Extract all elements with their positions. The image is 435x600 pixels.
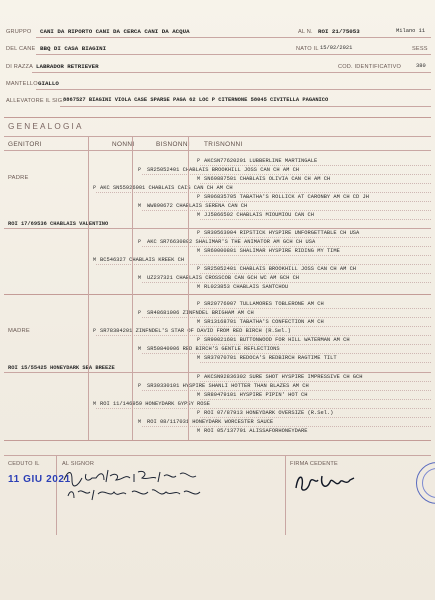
- genealogia-title: GENEALOGIA: [8, 122, 84, 131]
- genealogia-top-rule: [4, 117, 431, 118]
- bis-madre-pp: SR48681006 ZINFNDEL BRIGHAM AM CH: [147, 310, 254, 316]
- row-rule: [200, 201, 431, 202]
- tris-madre-6: SR80479101 HYSPIRE PIPIN' HOT CH: [204, 392, 308, 398]
- birth-date-value: 15/02/2021: [320, 45, 353, 51]
- allevatore-label: ALLEVATORE IL SIG.: [6, 98, 65, 104]
- row-rule: [96, 335, 431, 336]
- sex-marker-p: P: [197, 410, 201, 416]
- nonno-padre-m: BC546327 CHABLAIS KREEK CH: [100, 257, 185, 263]
- tris-padre-7: SR25052401 CHABLAIS BROOKHILL JOSS CAN CH AM CH: [204, 266, 357, 272]
- sex-marker-m: M: [93, 257, 97, 263]
- sex-marker-m: M: [197, 355, 201, 361]
- firma-label: FIRMA CEDENTE: [290, 461, 338, 467]
- sex-marker-p: P: [197, 158, 201, 164]
- row-rule: [200, 255, 431, 256]
- sex-marker-p: P: [138, 239, 142, 245]
- mantello-label: MANTELLO: [6, 81, 38, 87]
- col-sep-1: [88, 136, 89, 440]
- footer-sep-1: [56, 455, 57, 535]
- gruppo-rule: [36, 37, 431, 38]
- genealogia-bottom-rule: [4, 440, 431, 441]
- sex-marker-p: P: [138, 167, 142, 173]
- sex-marker-m: M: [138, 275, 142, 281]
- row-rule: [142, 174, 431, 175]
- row-rule: [200, 326, 431, 327]
- tris-padre-4: JJ5866502 CHABLAIS MIOUMIOU CAN CH: [204, 212, 314, 218]
- bis-padre-pp: SR25052401 CHABLAIS BROOKHILL JOSS CAN CH AM CH: [147, 167, 300, 173]
- tris-padre-3: SR06835705 TABATHA'S ROLLICK AT CARONBY AM CH CD JH: [204, 194, 369, 200]
- seller-signature: [292, 470, 362, 496]
- row-rule: [200, 362, 431, 363]
- bis-padre-mm: UZ237321 CHABLAIS CROSSCOB CAN GCH WC AM GCH CH: [147, 275, 300, 281]
- sex-marker-p: P: [138, 383, 142, 389]
- buyer-handwriting: [60, 466, 230, 506]
- sex-marker-p: P: [93, 185, 97, 191]
- sex-marker-p: P: [197, 337, 201, 343]
- col-sep-2: [132, 136, 133, 440]
- sex-marker-p: P: [197, 374, 201, 380]
- footer-top-rule: [4, 455, 431, 456]
- row-rule: [200, 381, 431, 382]
- colhead-rule: [4, 150, 431, 151]
- bis-padre-mp: AKC SR76630802 SHALIMAR'S THE ANIMATOR AM GCH CH USA: [147, 239, 316, 245]
- col-genitori: GENITORI: [8, 141, 42, 148]
- del-cane-label: DEL CANE: [6, 46, 36, 52]
- nonno-madre-p: SR78384201 ZINFNDEL'S STAR OF DAVID FROM RED BIRCH (R.Sel.): [100, 328, 291, 334]
- madre-name: ROI 15/55425 HONEYDARK SEA BREEZE: [8, 365, 115, 371]
- tris-padre-5: SR30563004 RIPSTICK HYSPIRE UNFORGETTABLE CH USA: [204, 230, 360, 236]
- sex-marker-p: P: [197, 194, 201, 200]
- madre-label: MADRE: [8, 328, 30, 334]
- padre-label: PADRE: [8, 175, 29, 181]
- sex-marker-p: P: [93, 328, 97, 334]
- tris-madre-7: ROI 07/87913 HONEYDARK OVERSIZE (R.Sel.): [204, 410, 334, 416]
- row-rule: [142, 353, 431, 354]
- col-nonni: NONNI: [112, 141, 135, 148]
- row-rule: [96, 264, 431, 265]
- row-rule: [96, 192, 431, 193]
- col-trisnonni: TRISNONNI: [204, 141, 243, 148]
- padre-name: ROI 17/69536 CHABLAIS VALENTINO: [8, 221, 109, 227]
- sex-marker-m: M: [197, 176, 201, 182]
- row-rule: [200, 237, 431, 238]
- sex-marker-m: M: [93, 401, 97, 407]
- coat-value: GIALLO: [38, 80, 59, 87]
- tris-madre-1: SR20776907 TULLAMORES TOBLERONE AM CH: [204, 301, 324, 307]
- row-rule: [200, 165, 431, 166]
- genealogia-under-rule: [4, 136, 431, 137]
- tris-padre-1: AKCSN77620201 LUBBERLINE MARTINGALE: [204, 158, 318, 164]
- row-rule: [142, 317, 431, 318]
- tris-madre-2: SR13168701 TABATHA'S CONFECTION AM CH: [204, 319, 324, 325]
- sex-marker-m: M: [197, 319, 201, 325]
- col-bisnonni: BISNONNI: [156, 141, 191, 148]
- razza-label: DI RAZZA: [6, 64, 34, 70]
- tris-padre-2: SN69887501 CHABLAIS OLIVIA CAN CH AM CH: [204, 176, 331, 182]
- row-rule: [200, 273, 431, 274]
- bis-madre-mm: ROI 08/117031 HONEYDARK WORCESTER SAUCE: [147, 419, 274, 425]
- codice-value: 380: [416, 63, 426, 69]
- tris-madre-5: AKCSN92836302 SURE SHOT HYSPIRE IMPRESSIVE CH GCH: [204, 374, 363, 380]
- date-stamp: 11 GIU 2021: [8, 474, 71, 485]
- padre-madre-divider: [4, 294, 431, 295]
- row-rule: [142, 426, 431, 427]
- codice-label: COD. IDENTIFICATIVO: [338, 64, 402, 70]
- tris-madre-4: SR37070701 REDOCA'S REDBIRCH RAGTIME TILT: [204, 355, 337, 361]
- nonno-madre-m: ROI 11/146959 HONEYDARK GYPSY ROSE: [100, 401, 210, 407]
- bis-padre-pm: WW890672 CHABLAIS SERENA CAN CH: [147, 203, 248, 209]
- breeder-value: 8867527 BIAGINI VIOLA CASE SPARSE PAGA 62 LOC P CITERNONE 58045 CIVITELLA PAGANICO: [63, 97, 329, 103]
- gruppo-value: CANI DA RIPORTO CANI DA CERCA CANI DA ACQUA: [40, 28, 190, 35]
- row-rule: [142, 210, 431, 211]
- sex-marker-m: M: [138, 203, 142, 209]
- place-value: Milano 11: [396, 28, 426, 34]
- sex-marker-p: P: [197, 230, 201, 236]
- sex-marker-m: M: [197, 248, 201, 254]
- ceduto-label: CEDUTO IL: [8, 461, 40, 467]
- sex-marker-p: P: [138, 310, 142, 316]
- sex-marker-m: M: [138, 346, 142, 352]
- madre-name-rule: [4, 372, 431, 373]
- breed-value: LABRADOR RETRIEVER: [36, 63, 99, 70]
- row-rule: [200, 417, 431, 418]
- sex-marker-m: M: [197, 392, 201, 398]
- razza-rule: [32, 72, 431, 73]
- tris-padre-6: SR60000801 SHALIMAR HYSPIRE RIDING MY TIME: [204, 248, 340, 254]
- sex-marker-m: M: [197, 284, 201, 290]
- row-rule: [200, 399, 431, 400]
- allevatore-rule: [60, 106, 431, 107]
- del-cane-rule: [36, 54, 431, 55]
- row-rule: [200, 308, 431, 309]
- row-rule: [142, 390, 431, 391]
- sesso-label: SESS: [412, 46, 428, 52]
- row-rule: [200, 219, 431, 220]
- al-n-label: AL N.: [298, 29, 313, 35]
- sex-marker-m: M: [197, 428, 201, 434]
- row-rule: [142, 282, 431, 283]
- tris-madre-3: SR90021601 BUTTONWOOD FOR HILL WATERMAN AM CH: [204, 337, 350, 343]
- bis-madre-pm: SR50840906 RED BIRCH'S GENTLE REFLECTIONS: [147, 346, 280, 352]
- padre-name-rule: [4, 228, 431, 229]
- bis-madre-mp: SR30330101 HYSPIRE SHANLI HOTTER THAN BLAZES AM CH: [147, 383, 309, 389]
- sex-marker-p: P: [197, 301, 201, 307]
- sex-marker-m: M: [197, 212, 201, 218]
- mantello-rule: [36, 89, 431, 90]
- dog-name-value: BBQ DI CASA BIAGINI: [40, 45, 107, 52]
- col-sep-3: [188, 136, 189, 440]
- al-n-value: ROI 21/75053: [318, 28, 360, 35]
- gruppo-label: GRUPPO: [6, 29, 32, 35]
- footer-sep-2: [285, 455, 286, 535]
- sex-marker-p: P: [197, 266, 201, 272]
- row-rule: [142, 246, 431, 247]
- nonno-padre-p: AKC SN55926001 CHABLAIS CAIS CAN CH AM CH: [100, 185, 233, 191]
- sex-marker-m: M: [138, 419, 142, 425]
- nato-label: NATO IL: [296, 46, 319, 52]
- al-signor-label: AL SIGNOR: [62, 461, 95, 467]
- tris-padre-8: RL023853 CHABLAIS SANTCHOU: [204, 284, 289, 290]
- tris-madre-8: ROI 05/137791 ALISSAFORHONEYDARE: [204, 428, 308, 434]
- row-rule: [96, 408, 431, 409]
- row-rule: [200, 344, 431, 345]
- row-rule: [200, 183, 431, 184]
